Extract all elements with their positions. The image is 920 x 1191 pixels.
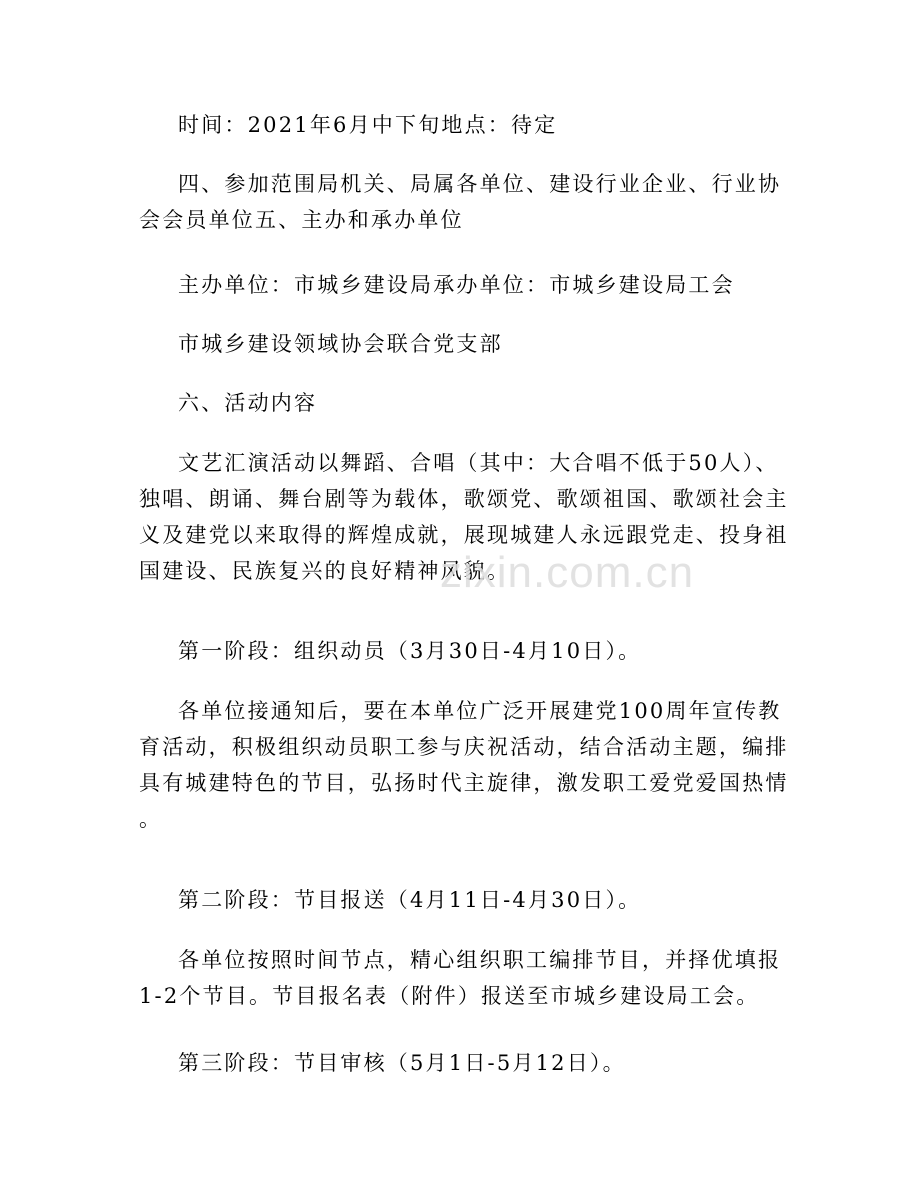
paragraph-stage-one	[139, 633, 784, 669]
text-line: 义及建党以来取得的辉煌成就，展现城建人永远跟党走、投身祖	[139, 523, 789, 547]
paragraph-party-branch	[139, 326, 784, 362]
text-line: 各单位按照时间节点，精心组织职工编排节目，并择优填报	[178, 948, 782, 972]
text-line: 独唱、朗诵、舞台剧等为载体，歌颂党、歌颂祖国、歌颂社会主	[139, 487, 789, 511]
paragraph-participation-scope	[139, 166, 784, 238]
text-line: 文艺汇演活动以舞蹈、合唱（其中：大合唱不低于50人）、	[178, 451, 779, 475]
text-line: 六、活动内容	[178, 391, 318, 415]
text-line: 。	[139, 807, 163, 831]
text-line: 时间：2021年6月中下旬地点：待定	[178, 113, 558, 137]
text-line: 市城乡建设领域协会联合党支部	[178, 332, 503, 356]
text-line: 具有城建特色的节目，弘扬时代主旋律，激发职工爱党爱国热情	[139, 771, 789, 795]
paragraph-time-location	[139, 107, 784, 143]
text-line: 1-2个节目。节目报名表（附件）报送至市城乡建设局工会。	[139, 984, 760, 1008]
paragraph-stage-three	[139, 1045, 784, 1081]
text-line: 第三阶段：节目审核（5月1日-5月12日）。	[178, 1051, 626, 1075]
text-line: 主办单位：市城乡建设局承办单位：市城乡建设局工会	[178, 273, 735, 297]
paragraph-stage-two-details	[139, 942, 784, 1014]
section-heading-activity-content	[139, 385, 784, 421]
text-line: 第二阶段：节目报送（4月11日-4月30日）。	[178, 888, 642, 912]
text-line: 会会员单位五、主办和承办单位	[139, 208, 464, 232]
text-line: 四、参加范围局机关、局属各单位、建设行业企业、行业协	[178, 172, 782, 196]
text-line: 育活动，积极组织动员职工参与庆祝活动，结合活动主题，编排	[139, 735, 789, 759]
text-line: 各单位接通知后，要在本单位广泛开展建党100周年宣传教	[178, 699, 782, 723]
paragraph-organizers	[139, 267, 784, 303]
paragraph-stage-one-details	[139, 693, 789, 837]
paragraph-performance-description	[139, 445, 789, 589]
text-line: 国建设、民族复兴的良好精神风貌。	[139, 559, 511, 583]
paragraph-stage-two	[139, 882, 784, 918]
text-line: 第一阶段：组织动员（3月30日-4月10日）。	[178, 639, 642, 663]
watermark: zixin.com.cn	[440, 548, 695, 597]
